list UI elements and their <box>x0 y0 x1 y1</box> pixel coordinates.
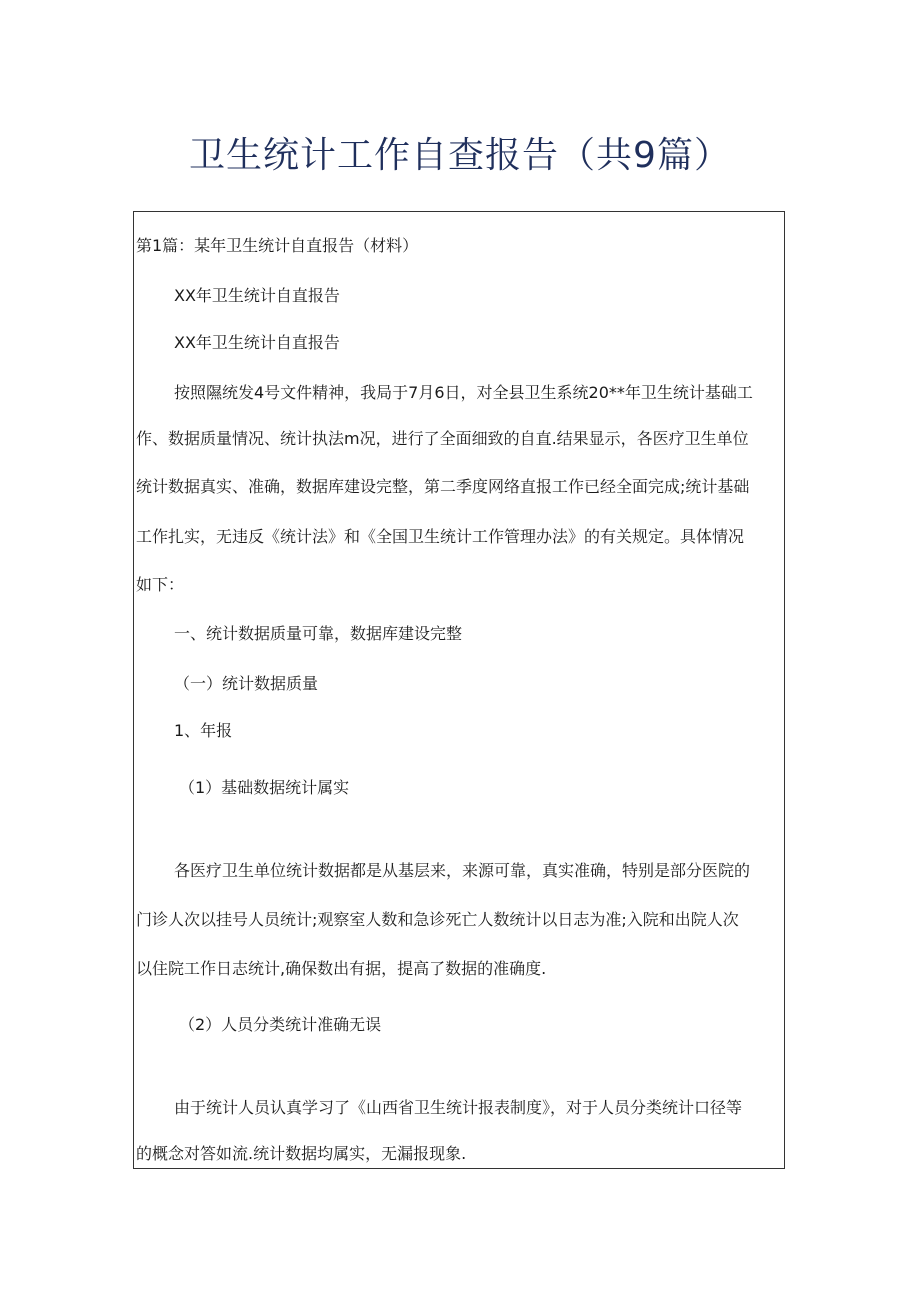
paragraph-1-line-2: 作、数据质量情况、统计执法m况，进行了全面细致的自直.结果显示，各医疗卫生单位 <box>136 429 749 448</box>
report-subtitle-2: XX年卫生统计自直报告 <box>174 333 340 352</box>
heading-level-2: （一）统计数据质量 <box>174 674 319 693</box>
paragraph-1-line-3: 统计数据真实、准确，数据库建设完整，第二季度网络直报工作已经全面完成;统计基础 <box>136 477 750 496</box>
item-2-heading: （2）人员分类统计准确无误 <box>179 1015 382 1034</box>
paragraph-1-line-1: 按照隰统发4号文件精神，我局于7月6日，对全县卫生系统20**年卫生统计基础工 <box>174 383 753 402</box>
paragraph-3-line-1: 由于统计人员认真学习了《山西省卫生统计报表制度》，对于人员分类统计口径等 <box>174 1098 743 1117</box>
paragraph-2-line-3: 以住院工作日志统计,确保数出有据，提高了数据的准确度. <box>136 959 547 978</box>
paragraph-1-line-5: 如下： <box>136 575 185 594</box>
section-heading: 第1篇：某年卫生统计自直报告（材料） <box>136 236 419 255</box>
paragraph-2-line-2: 门诊人次以挂号人员统计;观察室人数和急诊死亡人数统计以日志为准;入院和出院人次 <box>136 910 739 929</box>
heading-level-1: 一、统计数据质量可靠，数据库建设完整 <box>174 624 463 643</box>
report-subtitle-1: XX年卫生统计自直报告 <box>174 286 340 305</box>
document-content-box <box>133 211 785 1169</box>
document-title: 卫生统计工作自查报告（共9篇） <box>189 135 731 176</box>
paragraph-3-line-2: 的概念对答如流.统计数据均属实，无漏报现象. <box>136 1144 467 1163</box>
item-1-heading: （1）基础数据统计属实 <box>179 778 350 797</box>
paragraph-1-line-4: 工作扎实，无违反《统计法》和《全国卫生统计工作管理办法》的有关规定。具体情况 <box>136 527 745 546</box>
heading-level-3: 1、年报 <box>174 721 233 740</box>
paragraph-2-line-1: 各医疗卫生单位统计数据都是从基层来，来源可靠，真实准确，特别是部分医院的 <box>174 861 751 880</box>
